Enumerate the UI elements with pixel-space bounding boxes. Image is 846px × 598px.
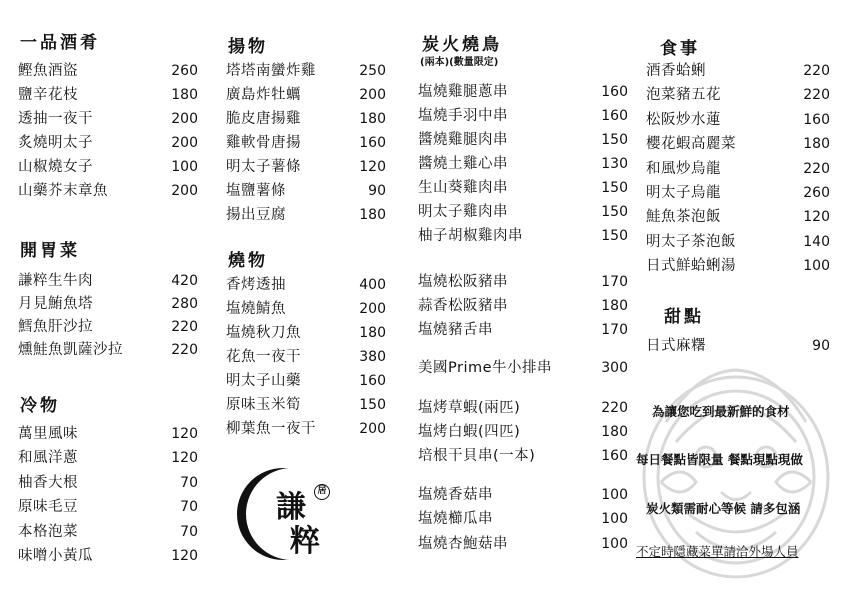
menu-item-name: 和風洋蔥: [18, 450, 78, 467]
menu-item: [18, 131, 198, 155]
menu-item: [18, 544, 198, 568]
menu-item: [18, 179, 198, 203]
menu-item-name: 塩燒手羽中串: [418, 108, 508, 124]
menu-item-name: 脆皮唐揚雞: [226, 111, 301, 127]
section-title-appetizers: 一品酒肴: [20, 33, 100, 53]
section-list-appetizers: [18, 59, 198, 203]
menu-item-price: 300: [601, 360, 628, 376]
menu-item: [418, 80, 628, 104]
menu-item-price: 180: [601, 424, 628, 440]
menu-item-name: 塩烤白蝦(四匹): [418, 424, 521, 440]
notice-hidden-menu: 不定時隱藏菜單請洽外場人員: [636, 544, 799, 559]
menu-item: [418, 200, 628, 224]
menu-item: [226, 59, 386, 83]
section-title-yakitori: 炭火燒鳥: [422, 35, 502, 55]
menu-item-name: 雞軟骨唐揚: [226, 135, 301, 151]
menu-item-name: 醬燒土雞心串: [418, 156, 508, 172]
menu-item-name: 塩烤草蝦(兩匹): [418, 400, 521, 416]
menu-item: [646, 334, 830, 358]
yakitori-pork-list: [418, 270, 628, 342]
menu-item-price: 200: [171, 135, 198, 151]
menu-item-name: 酒香蛤蜊: [646, 63, 706, 79]
menu-item-name: 塩燒杏鮑菇串: [418, 535, 508, 552]
menu-item: [646, 230, 830, 254]
menu-item-price: 160: [359, 135, 386, 151]
menu-item-name: 謙粹生牛肉: [18, 273, 93, 289]
logo-stamp: 居: [314, 484, 330, 500]
section-list-fried: [226, 59, 386, 227]
section-list-cold-dishes: [18, 422, 198, 568]
menu-item: [646, 132, 830, 156]
menu-item-name: 鮭魚茶泡飯: [646, 209, 721, 226]
menu-item: [226, 321, 386, 345]
menu-item-name: 塩燒櫛瓜串: [418, 511, 493, 528]
menu-item-price: 70: [180, 523, 198, 540]
menu-item-price: 220: [803, 63, 830, 79]
menu-item-price: 180: [171, 87, 198, 103]
menu-item: [226, 203, 386, 227]
menu-item-price: 180: [601, 298, 628, 314]
menu-item-price: 220: [803, 87, 830, 104]
menu-item-price: 380: [359, 349, 386, 365]
menu-item: [18, 59, 198, 83]
menu-item: [18, 422, 198, 446]
menu-item-name: 明太子茶泡飯: [646, 233, 736, 250]
menu-item-name: 柳葉魚一夜干: [226, 421, 316, 437]
menu-item: [226, 273, 386, 297]
menu-item: [418, 420, 628, 444]
section-title-meals: 食事: [660, 39, 700, 59]
menu-item-name: 鱈魚肝沙拉: [18, 319, 93, 335]
menu-item: [646, 59, 830, 83]
menu-item-price: 170: [601, 274, 628, 290]
menu-item: [418, 356, 628, 380]
menu-item-price: 170: [601, 322, 628, 338]
menu-item: [418, 128, 628, 152]
menu-item: [226, 179, 386, 203]
menu-item-name: 味噌小黃瓜: [18, 547, 93, 564]
menu-item: [418, 224, 628, 248]
section-title-fried: 揚物: [228, 37, 268, 57]
menu-item-name: 塔塔南蠻炸雞: [226, 63, 316, 79]
menu-item-name: 蒜香松阪豬串: [418, 298, 508, 314]
menu-item-price: 150: [601, 180, 628, 196]
menu-item-price: 220: [601, 400, 628, 416]
yakitori-vegetable-list: [418, 483, 628, 556]
menu-item: [418, 532, 628, 556]
menu-item-price: 100: [803, 258, 830, 275]
menu-item-name: 生山葵雞肉串: [418, 180, 508, 196]
menu-item-price: 100: [601, 535, 628, 552]
menu-item: [18, 155, 198, 179]
menu-item-name: 明太子薯條: [226, 159, 301, 175]
menu-item: [18, 495, 198, 519]
notice-freshness: 為讓您吃到最新鮮的食材: [652, 404, 790, 419]
logo-char-2: 粹: [290, 524, 320, 559]
menu-item-price: 260: [803, 184, 830, 201]
menu-item-price: 420: [171, 273, 198, 289]
menu-item-name: 塩燒豬舌串: [418, 322, 493, 338]
menu-item-name: 美國Prime牛小排串: [418, 360, 553, 376]
menu-item: [18, 83, 198, 107]
menu-item: [646, 205, 830, 229]
notice-charcoal-wait: 炭火類需耐心等候 請多包涵: [646, 501, 801, 516]
menu-item: [226, 345, 386, 369]
section-title-desserts: 甜點: [664, 307, 704, 327]
menu-item: [18, 520, 198, 544]
menu-item-name: 山藥芥末章魚: [18, 183, 108, 199]
yakitori-chicken-list: [418, 80, 628, 248]
menu-item-price: 140: [803, 233, 830, 250]
menu-item-price: 70: [180, 499, 198, 516]
menu-item: [418, 152, 628, 176]
menu-item: [646, 157, 830, 181]
menu-item-name: 泡菜豬五花: [646, 87, 721, 104]
menu-item-name: 塩燒香菇串: [418, 487, 493, 503]
section-title-starters: 開胃菜: [20, 241, 80, 261]
menu-item: [18, 316, 198, 339]
menu-item-name: 櫻花蝦高麗菜: [646, 136, 736, 153]
menu-item-price: 200: [359, 87, 386, 103]
menu-item: [18, 446, 198, 470]
menu-item-price: 400: [359, 277, 386, 293]
menu-item-price: 160: [601, 84, 628, 100]
menu-item: [646, 83, 830, 107]
menu-item-price: 180: [359, 111, 386, 127]
menu-item-price: 100: [171, 159, 198, 175]
menu-item-name: 醬燒雞腿肉串: [418, 132, 508, 148]
menu-item-price: 220: [171, 319, 198, 335]
menu-item-name: 原味毛豆: [18, 499, 78, 516]
menu-item-name: 塩燒松阪豬串: [418, 274, 508, 290]
menu-item-name: 塩鹽薯條: [226, 183, 286, 199]
section-list-starters: [18, 270, 198, 362]
menu-item: [226, 417, 386, 441]
menu-item-name: 透抽一夜干: [18, 111, 93, 127]
menu-item: [418, 270, 628, 294]
menu-item-name: 塩燒雞腿蔥串: [418, 84, 508, 100]
menu-item-name: 和風炒烏龍: [646, 160, 721, 177]
menu-item: [418, 507, 628, 531]
menu-item-name: 柚子胡椒雞肉串: [418, 228, 523, 244]
menu-item-name: 塩燒鯖魚: [226, 301, 286, 317]
menu-item-price: 160: [803, 111, 830, 128]
menu-item-name: 山椒燒女子: [18, 159, 93, 175]
menu-item-price: 180: [359, 207, 386, 223]
menu-item-name: 培根干貝串(一本): [418, 448, 536, 464]
menu-item: [226, 369, 386, 393]
menu-item-name: 原味玉米筍: [226, 397, 301, 413]
menu-item-price: 130: [601, 156, 628, 172]
menu-item-price: 100: [601, 511, 628, 528]
menu-item: [418, 294, 628, 318]
menu-item-name: 香烤透抽: [226, 277, 286, 293]
menu-item-price: 120: [359, 159, 386, 175]
menu-item-price: 160: [601, 108, 628, 124]
menu-item-price: 250: [359, 63, 386, 79]
menu-item: [418, 104, 628, 128]
menu-item: [646, 254, 830, 278]
menu-item-price: 100: [601, 487, 628, 503]
menu-item-price: 220: [803, 160, 830, 177]
menu-item: [18, 471, 198, 495]
yakitori-note: (兩本)(數量限定): [420, 57, 499, 68]
menu-item: [226, 83, 386, 107]
section-title-cold-dishes: 冷物: [20, 396, 60, 416]
menu-item-name: 燻鮭魚凱薩沙拉: [18, 342, 123, 358]
yakitori-beef-list: [418, 356, 628, 380]
menu-item-price: 260: [171, 63, 198, 79]
menu-item: [418, 318, 628, 342]
menu-item-price: 160: [601, 448, 628, 464]
notice-limited: 每日餐點皆限量 餐點現點現做: [636, 452, 803, 467]
menu-item-name: 塩燒秋刀魚: [226, 325, 301, 341]
menu-item-price: 150: [601, 228, 628, 244]
yakitori-seafood-list: [418, 396, 628, 468]
section-list-grilled: [226, 273, 386, 441]
menu-item-name: 揚出豆腐: [226, 207, 286, 223]
menu-item-name: 松阪炒水蓮: [646, 111, 721, 128]
restaurant-logo: [240, 460, 348, 568]
menu-item-price: 120: [171, 426, 198, 442]
section-list-desserts: [646, 334, 830, 358]
menu-item-price: 120: [171, 547, 198, 564]
menu-item-name: 本格泡菜: [18, 523, 78, 540]
menu-item-price: 150: [601, 132, 628, 148]
menu-item-price: 90: [812, 338, 830, 354]
menu-item-price: 280: [171, 296, 198, 312]
menu-item-price: 70: [180, 474, 198, 491]
menu-item: [226, 155, 386, 179]
menu-item-name: 明太子雞肉串: [418, 204, 508, 220]
menu-item-price: 120: [171, 450, 198, 467]
menu-item-name: 日式麻糬: [646, 338, 706, 354]
menu-item-price: 180: [803, 136, 830, 153]
menu-item-name: 日式鮮蛤蜊湯: [646, 258, 736, 275]
logo-char-1: 謙: [276, 490, 306, 525]
section-list-meals: [646, 59, 830, 279]
menu-item: [418, 396, 628, 420]
menu-item: [18, 270, 198, 293]
menu-item: [18, 293, 198, 316]
menu-item-name: 明太子山藥: [226, 373, 301, 389]
menu-item-name: 月見鮪魚塔: [18, 296, 93, 312]
menu-item-price: 200: [171, 111, 198, 127]
menu-item: [226, 297, 386, 321]
menu-item-price: 150: [601, 204, 628, 220]
menu-item-price: 180: [359, 325, 386, 341]
menu-item-name: 鰹魚酒盜: [18, 63, 78, 79]
menu-item-name: 炙燒明太子: [18, 135, 93, 151]
menu-item: [226, 393, 386, 417]
menu-item-price: 200: [359, 421, 386, 437]
menu-item: [418, 176, 628, 200]
menu-item: [646, 181, 830, 205]
menu-item-name: 鹽辛花枝: [18, 87, 78, 103]
menu-item: [226, 107, 386, 131]
menu-item-price: 220: [171, 342, 198, 358]
menu-item: [646, 108, 830, 132]
menu-item-name: 萬里風味: [18, 426, 78, 442]
menu-item-price: 160: [359, 373, 386, 389]
menu-item-name: 廣島炸牡蠣: [226, 87, 301, 103]
menu-item-name: 明太子烏龍: [646, 184, 721, 201]
menu-item: [18, 339, 198, 362]
menu-item: [418, 483, 628, 507]
menu-item: [18, 107, 198, 131]
menu-item-price: 200: [359, 301, 386, 317]
menu-item-price: 200: [171, 183, 198, 199]
menu-item-name: 柚香大根: [18, 474, 78, 491]
menu-item: [418, 444, 628, 468]
section-title-grilled: 燒物: [228, 251, 268, 271]
menu-item-price: 120: [803, 209, 830, 226]
menu-item-name: 花魚一夜干: [226, 349, 301, 365]
menu-item-price: 150: [359, 397, 386, 413]
menu-item-price: 90: [368, 183, 386, 199]
menu-item: [226, 131, 386, 155]
